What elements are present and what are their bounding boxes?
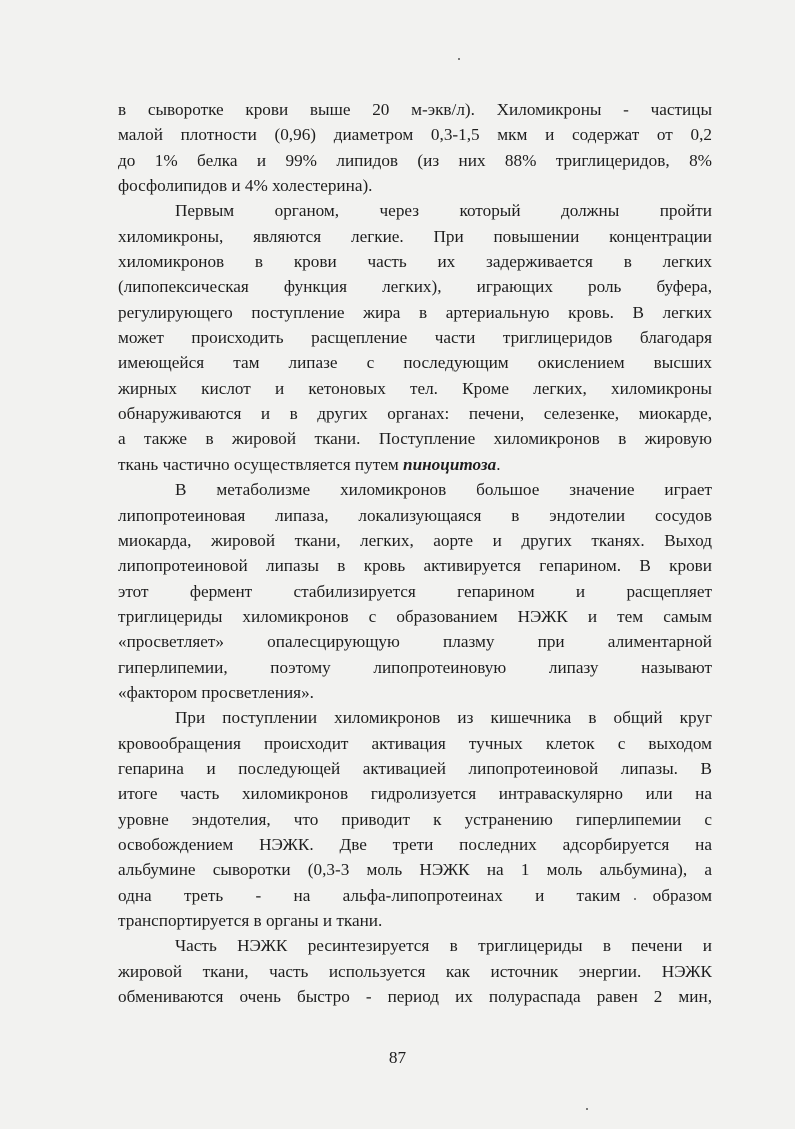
text-fragment: ткань частично осуществляется путем bbox=[118, 454, 404, 474]
paragraph-2 bbox=[118, 198, 712, 477]
text-line: липопротеиновой липазы в кровь активируется гепарином. В крови bbox=[118, 556, 712, 576]
scan-speck bbox=[458, 58, 460, 60]
text-line: липопротеиновая липаза, локализующаяся в эндотелии сосудов bbox=[118, 505, 712, 525]
text-line: регулирующего поступление жира в артериальную кровь. В легких bbox=[118, 302, 712, 322]
text-line: жирных кислот и кетоновых тел. Кроме легких, хиломикроны bbox=[118, 378, 712, 398]
text-line: жировой ткани, часть используется как источник энергии. НЭЖК bbox=[118, 961, 712, 981]
text-line: При поступлении хиломикронов из кишечника в общий круг bbox=[175, 708, 712, 728]
paragraph-4 bbox=[118, 705, 712, 933]
text-line: до 1% белка и 99% липидов (из них 88% триглицеридов, 8% bbox=[118, 150, 712, 170]
text-line: хиломикроны, являются легкие. При повышении концентрации bbox=[118, 226, 712, 246]
text-line: миокарда, жировой ткани, легких, аорте и других тканях. Выход bbox=[118, 530, 712, 550]
text-line bbox=[118, 452, 712, 477]
text-line: гепарина и последующей активацией липопротеиновой липазы. В bbox=[118, 758, 712, 778]
text-fragment: . bbox=[496, 454, 501, 474]
text-line: освобождением НЭЖК. Две трети последних адсорбируется на bbox=[118, 834, 712, 854]
text-line: обмениваются очень быстро - период их полураспада равен 2 мин, bbox=[118, 987, 712, 1007]
text-line: итоге часть хиломикронов гидролизуется интраваскулярно или на bbox=[118, 784, 712, 804]
text-line: обнаруживаются и в других органах: печени, селезенке, миокарде, bbox=[118, 404, 712, 424]
paragraph-1 bbox=[118, 97, 712, 198]
text-line: имеющейся там липазе с последующим окислением высших bbox=[118, 353, 712, 373]
text-line: может происходить расщепление части триглицеридов благодаря bbox=[118, 328, 712, 348]
text-line: одна треть - на альфа-липопротеинах и таким образом bbox=[118, 885, 712, 905]
paragraph-3 bbox=[118, 477, 712, 705]
text-line: транспортируется в органы и ткани. bbox=[118, 911, 383, 930]
text-line: «просветляет» опалесцирующую плазму при алиментарной bbox=[118, 632, 712, 652]
paragraph-5 bbox=[118, 933, 712, 1009]
text-line: а также в жировой ткани. Поступление хиломикронов в жировую bbox=[118, 429, 712, 449]
page-number: 87 bbox=[388, 1048, 407, 1067]
text-line: этот фермент стабилизируется гепарином и расщепляет bbox=[118, 581, 712, 601]
text-line: в сыворотке крови выше 20 м-экв/л). Хиломикроны - частицы bbox=[118, 100, 712, 119]
emphasized-term: пиноцитоза bbox=[403, 454, 497, 474]
text-line: триглицериды хиломикронов с образованием НЭЖК и тем самым bbox=[118, 606, 712, 626]
text-line: фосфолипидов и 4% холестерина). bbox=[118, 176, 373, 196]
document-page bbox=[118, 97, 712, 1009]
text-line: гиперлипемии, поэтому липопротеиновую липазу называют bbox=[118, 657, 712, 677]
text-line: «фактором просветления». bbox=[118, 682, 314, 702]
text-line: хиломикронов в крови часть их задерживается в легких bbox=[118, 252, 712, 272]
text-line: малой плотности (0,96) диаметром 0,3-1,5 мкм и содержат от 0,2 bbox=[118, 125, 712, 145]
text-line: В метаболизме хиломикронов большое значение играет bbox=[175, 480, 712, 500]
scan-speck bbox=[586, 1108, 588, 1110]
text-line: кровообращения происходит активация тучных клеток с выходом bbox=[118, 733, 712, 753]
text-line: уровне эндотелия, что приводит к устранению гиперлипемии с bbox=[118, 809, 712, 829]
text-line: Первым органом, через который должны пройти bbox=[175, 201, 712, 221]
text-line: (липопексическая функция легких), играющих роль буфера, bbox=[118, 277, 712, 297]
text-line: альбумине сыворотки (0,3-3 моль НЭЖК на 1 моль альбумина), а bbox=[118, 860, 712, 880]
text-line: Часть НЭЖК ресинтезируется в триглицериды в печени и bbox=[175, 936, 712, 956]
